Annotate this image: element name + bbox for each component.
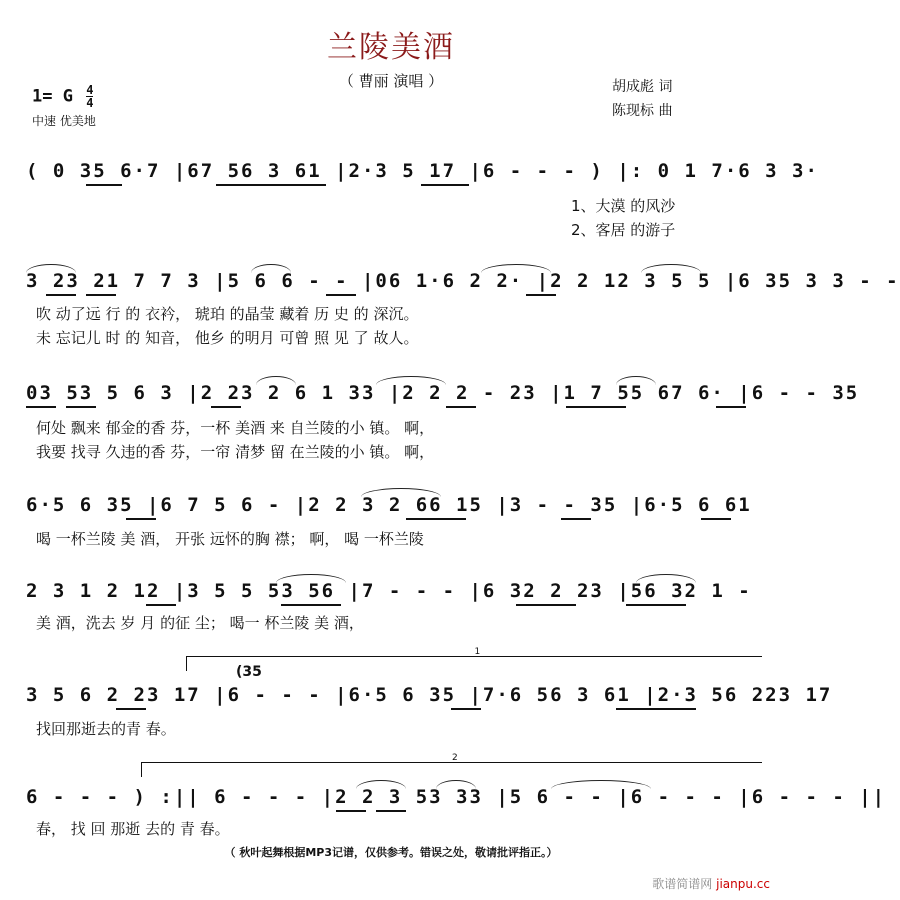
verse-lyrics bbox=[36, 302, 756, 350]
singer-credit: （ 曹丽 演唱 ） bbox=[338, 72, 444, 90]
lyric-line: 喝 一杯兰陵 美 酒， 开张 远怀的胸 襟； 啊， 喝 一杯兰陵 bbox=[36, 530, 424, 548]
key-label: 1= G bbox=[32, 86, 73, 107]
notation-line: ( 0 35 6·7 |67 56 3 61 |2·3 5 17 |6 - - - ) |: 0 1 7·6 3 3· bbox=[26, 160, 819, 182]
lyric-verse-1: 1、大漠 的风沙 bbox=[571, 197, 676, 215]
notation-line: 6·5 6 35 |6 7 5 6 - |2 2 3 2 66 15 |3 - - 35 |6·5 6 61 bbox=[26, 494, 752, 516]
ending-number: 2 bbox=[452, 753, 458, 763]
notation-line: 6 - - - ) :|| 6 - - - |2 2 3 53 33 |5 6 - - |6 - - - |6 - - - || bbox=[26, 786, 887, 808]
key-signature bbox=[32, 84, 93, 109]
verse-lyrics bbox=[36, 416, 756, 464]
lyric-line: 找回那逝去的青 春。 bbox=[36, 720, 176, 738]
watermark-name: 歌谱简谱网 bbox=[652, 877, 713, 891]
notation-line: 3 23 21 7 7 3 |5 6 6 - - |06 1·6 2 2· |2 2 12 3 5 5 |6 35 3 3 - - bbox=[26, 270, 900, 292]
time-signature bbox=[86, 84, 93, 109]
notation-line: 3 5 6 2 23 17 |6 - - - |6·5 6 35 |7·6 56 3 61 |2·3 56 223 17 bbox=[26, 684, 833, 706]
lyric-line: 春， 找 回 那逝 去的 青 春。 bbox=[36, 820, 230, 838]
lyricist-credit: 胡成彪 词 bbox=[612, 79, 673, 95]
second-ending-bracket bbox=[141, 753, 762, 777]
lyric-line: 美 酒，洗去 岁 月 的征 尘； 喝一 杯兰陵 美 酒， bbox=[36, 614, 364, 632]
lyric-verse-1: 吹 动了远 行 的 衣衿， 琥珀 的晶莹 藏着 历 史 的 深沉。 bbox=[36, 305, 419, 323]
tempo-marking: 中速 优美地 bbox=[32, 114, 96, 128]
transcription-note: （ 秋叶起舞根据MP3记谱，仅供参考。错误之处，敬请批评指正。） bbox=[224, 846, 558, 859]
pickup-notes: (35 bbox=[236, 664, 262, 680]
notation-line: 03 53 5 6 3 |2 23 2 6 1 33 |2 2 2 - 23 |1 7 55 67 6· |6 - - 35 bbox=[26, 382, 860, 404]
lyric-verse-1: 何处 飘来 郁金的香 芬，一杯 美酒 来 自兰陵的小 镇。 啊， bbox=[36, 419, 435, 437]
lyric-verse-2: 2、客居 的游子 bbox=[571, 221, 676, 239]
watermark-url: jianpu.cc bbox=[716, 877, 770, 891]
notation-line: 2 3 1 2 12 |3 5 5 53 56 |7 - - - |6 32 2 23 |56 32 1 - bbox=[26, 580, 752, 602]
lyric-verse-2: 未 忘记儿 时 的 知音， 他乡 的明月 可曾 照 见 了 故人。 bbox=[36, 329, 419, 347]
song-title: 兰陵美酒 bbox=[327, 30, 455, 65]
lyric-verse-2: 我要 找寻 久违的香 芬，一帘 清梦 留 在兰陵的小 镇。 啊， bbox=[36, 443, 435, 461]
time-denominator: 4 bbox=[86, 96, 94, 110]
ending-number: 1 bbox=[474, 647, 481, 657]
composer-credit: 陈现标 曲 bbox=[612, 103, 673, 119]
first-ending-bracket bbox=[186, 647, 762, 671]
time-numerator: 4 bbox=[86, 83, 94, 97]
site-watermark bbox=[652, 875, 770, 892]
verse-lyrics bbox=[571, 194, 751, 242]
